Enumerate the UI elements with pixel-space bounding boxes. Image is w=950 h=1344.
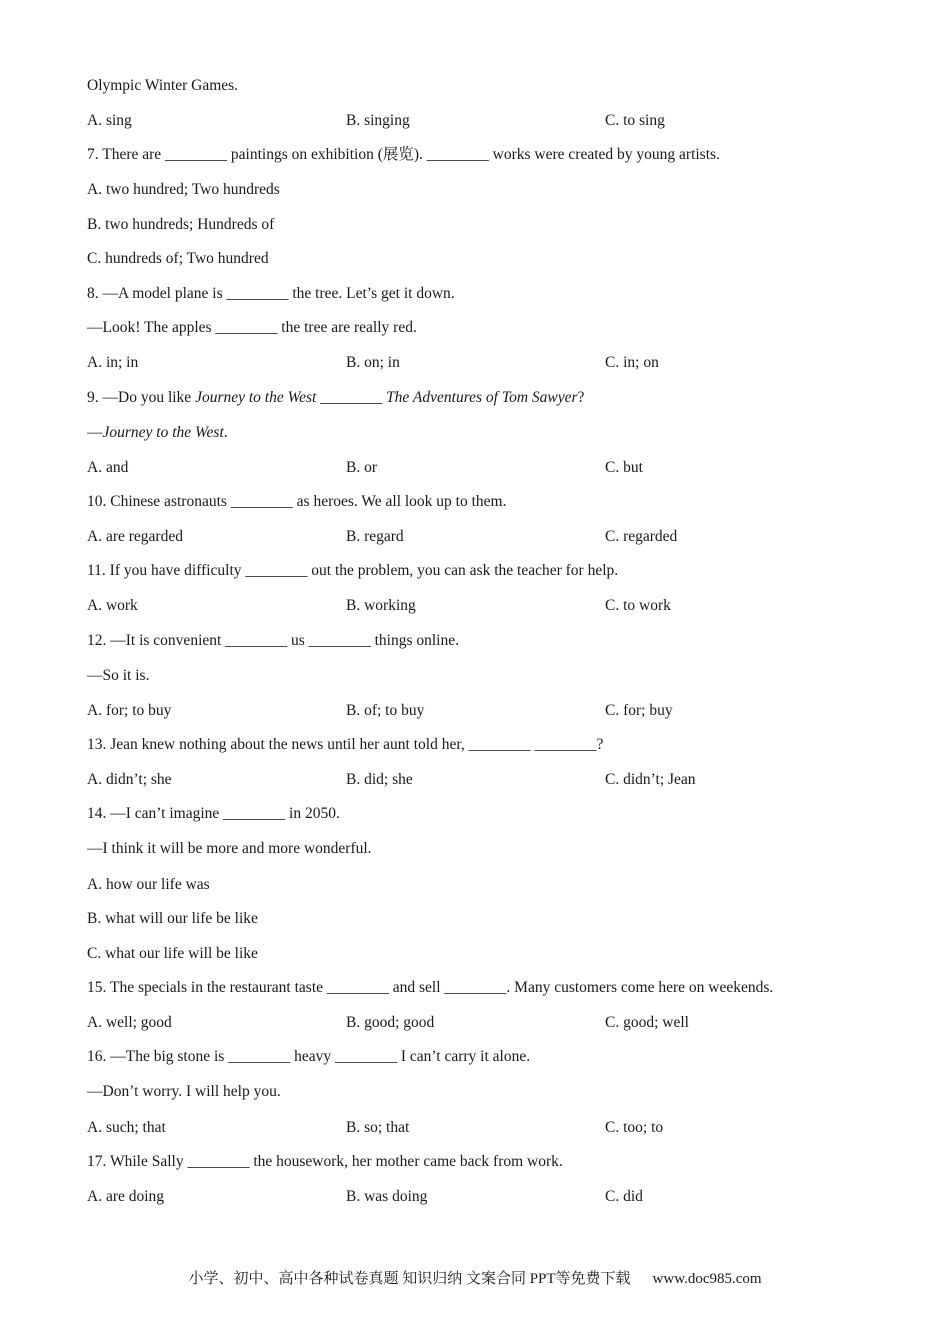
q8-option-b: B. on; in bbox=[346, 354, 400, 371]
q13-option-b: B. did; she bbox=[346, 771, 413, 788]
q7-option-b: B. two hundreds; Hundreds of bbox=[87, 216, 275, 233]
q17-option-b: B. was doing bbox=[346, 1188, 428, 1205]
question-16-reply: —Don’t worry. I will help you. bbox=[87, 1083, 281, 1100]
question-13: 13. Jean knew nothing about the news until her aunt told her, ________ ________? bbox=[87, 736, 604, 753]
q9-option-b: B. or bbox=[346, 459, 377, 476]
q16-option-b: B. so; that bbox=[346, 1119, 410, 1136]
q16-option-c: C. too; to bbox=[605, 1119, 664, 1136]
footer-url[interactable]: www.doc985.com bbox=[652, 1271, 762, 1287]
question-8-reply: —Look! The apples ________ the tree are really red. bbox=[87, 319, 417, 336]
q14-option-c: C. what our life will be like bbox=[87, 945, 258, 962]
question-6-tail: Olympic Winter Games. bbox=[87, 77, 239, 94]
q9-text-2: ________ bbox=[316, 389, 387, 406]
question-14: 14. —I can’t imagine ________ in 2050. bbox=[87, 805, 340, 822]
q9-text-1: 9. —Do you like bbox=[87, 389, 196, 406]
q7-option-c: C. hundreds of; Two hundred bbox=[87, 250, 269, 267]
question-17: 17. While Sally ________ the housework, her mother came back from work. bbox=[87, 1153, 563, 1170]
page-footer bbox=[0, 1269, 950, 1289]
q10-option-b: B. regard bbox=[346, 528, 404, 545]
q11-option-c: C. to work bbox=[605, 597, 671, 614]
q12-option-b: B. of; to buy bbox=[346, 702, 425, 719]
q13-option-c: C. didn’t; Jean bbox=[605, 771, 696, 788]
q11-option-a: A. work bbox=[87, 597, 138, 614]
question-15: 15. The specials in the restaurant taste ________ and sell ________. Many customers come here on weekends. bbox=[87, 979, 774, 996]
question-11: 11. If you have difficulty ________ out the problem, you can ask the teacher for help. bbox=[87, 562, 619, 579]
q9-title-2: The Adventures of Tom Sawyer bbox=[386, 389, 578, 406]
question-9-reply bbox=[87, 423, 228, 443]
q12-option-a: A. for; to buy bbox=[87, 702, 172, 719]
q11-option-b: B. working bbox=[346, 597, 416, 614]
q9-reply-dash: — bbox=[87, 424, 103, 441]
q13-option-a: A. didn’t; she bbox=[87, 771, 172, 788]
q9-option-a: A. and bbox=[87, 459, 129, 476]
q9-title-1: Journey to the West bbox=[195, 389, 317, 406]
q8-option-c: C. in; on bbox=[605, 354, 659, 371]
question-8: 8. —A model plane is ________ the tree. Let’s get it down. bbox=[87, 285, 455, 302]
q9-reply-end: . bbox=[223, 424, 228, 441]
question-9 bbox=[87, 388, 584, 408]
q17-option-a: A. are doing bbox=[87, 1188, 165, 1205]
question-14-reply: —I think it will be more and more wonderful. bbox=[87, 840, 372, 857]
q12-option-c: C. for; buy bbox=[605, 702, 673, 719]
footer-text: 小学、初中、高中各种试卷真题 知识归纳 文案合同 PPT等免费下载 bbox=[188, 1271, 631, 1287]
question-10: 10. Chinese astronauts ________ as heroes. We all look up to them. bbox=[87, 493, 507, 510]
question-12-reply: —So it is. bbox=[87, 667, 150, 684]
q6-option-c: C. to sing bbox=[605, 112, 665, 129]
question-7: 7. There are ________ paintings on exhibition (展览). ________ works were created by young artists. bbox=[87, 146, 720, 163]
q7-option-a: A. two hundred; Two hundreds bbox=[87, 181, 280, 198]
q9-text-3: ? bbox=[577, 389, 585, 406]
q15-option-a: A. well; good bbox=[87, 1014, 172, 1031]
q8-option-a: A. in; in bbox=[87, 354, 139, 371]
q10-option-a: A. are regarded bbox=[87, 528, 183, 545]
q15-option-b: B. good; good bbox=[346, 1014, 435, 1031]
question-12: 12. —It is convenient ________ us ________ things online. bbox=[87, 632, 459, 649]
question-16: 16. —The big stone is ________ heavy ________ I can’t carry it alone. bbox=[87, 1048, 531, 1065]
q17-option-c: C. did bbox=[605, 1188, 643, 1205]
q6-option-a: A. sing bbox=[87, 112, 132, 129]
q9-option-c: C. but bbox=[605, 459, 643, 476]
q16-option-a: A. such; that bbox=[87, 1119, 166, 1136]
q15-option-c: C. good; well bbox=[605, 1014, 689, 1031]
q6-option-b: B. singing bbox=[346, 112, 410, 129]
q14-option-a: A. how our life was bbox=[87, 876, 210, 893]
q10-option-c: C. regarded bbox=[605, 528, 678, 545]
q14-option-b: B. what will our life be like bbox=[87, 910, 258, 927]
q9-reply-title: Journey to the West bbox=[102, 424, 224, 441]
